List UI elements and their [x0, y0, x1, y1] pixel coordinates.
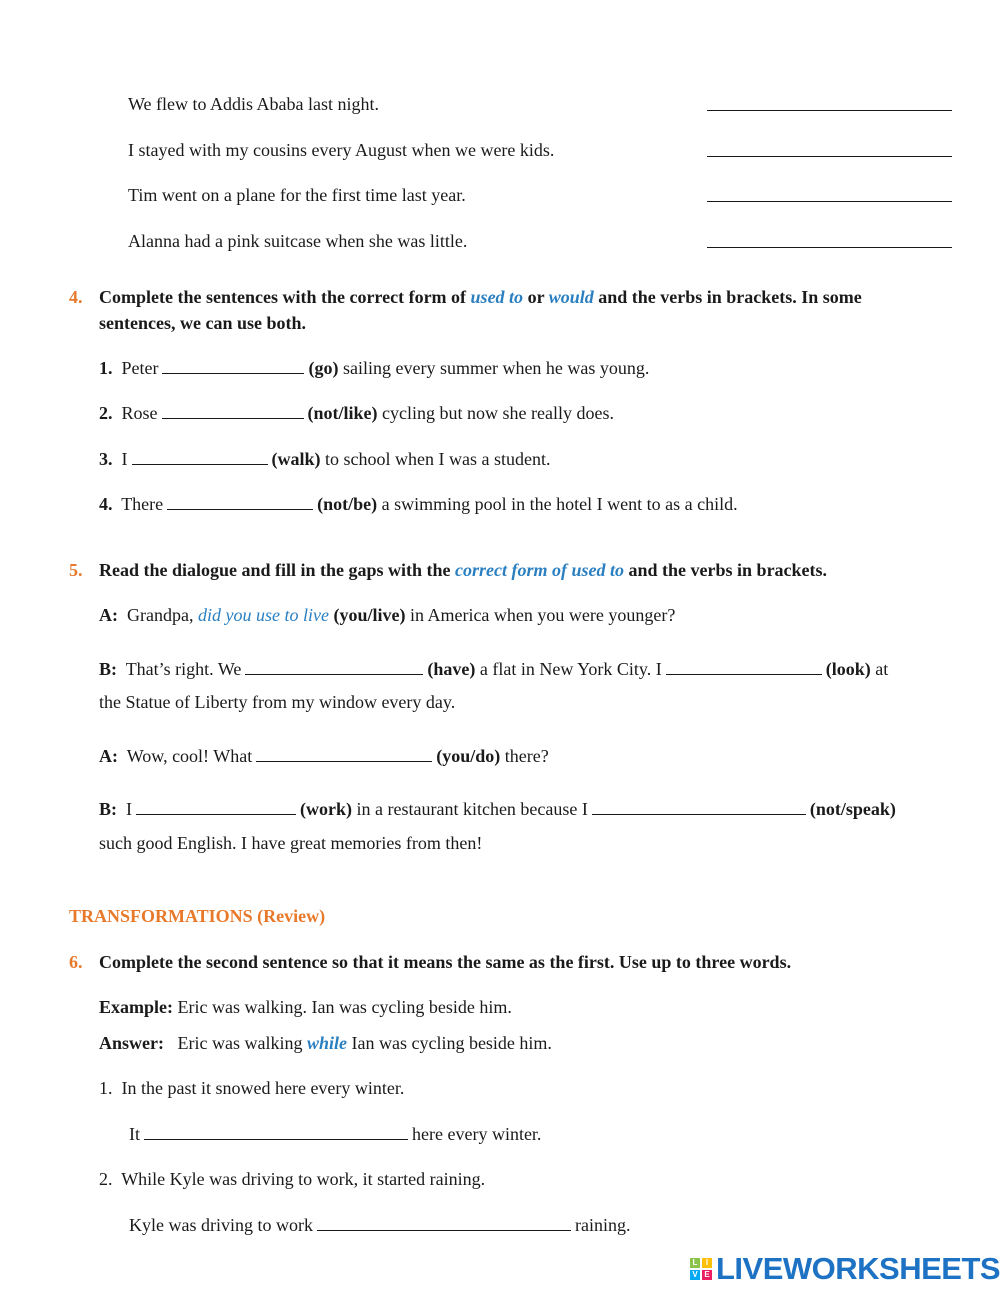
ex4-gap-2[interactable]	[162, 402, 304, 419]
ex6-gap-1[interactable]	[144, 1123, 408, 1140]
answer-line: Answer: Eric was walking while Ian was cycling beside him.	[99, 1033, 552, 1053]
would-highlight: would	[548, 287, 594, 307]
logo-cell-v: V	[690, 1270, 700, 1280]
dialogue-b2-cont: such good English. I have great memories from then!	[99, 833, 483, 853]
exercise-6-instruction: Complete the second sentence so that it means the same as the first. Use up to three words.	[99, 952, 792, 972]
ex4-item-1: 1. Peter (go) sailing every summer when he was young.	[99, 358, 650, 378]
logo-cell-i: I	[702, 1258, 712, 1268]
used-to-form-highlight: correct form of used to	[455, 560, 625, 580]
answer-line-3[interactable]	[707, 201, 952, 202]
ex5-gap-speak[interactable]	[592, 798, 806, 815]
exercise-4-instruction-cont: sentences, we can use both.	[99, 313, 306, 333]
top-item-4: Alanna had a pink suitcase when she was little.	[128, 231, 468, 251]
dialogue-a2: A: Wow, cool! What (you/do) there?	[99, 746, 549, 766]
answer-line-2[interactable]	[707, 156, 952, 157]
used-to-highlight: used to	[470, 287, 524, 307]
top-item-2: I stayed with my cousins every August when we were kids.	[128, 140, 555, 160]
liveworksheets-logo	[690, 1253, 1000, 1285]
dialogue-example-answer: did you use to live	[197, 605, 329, 625]
logo-grid-icon	[690, 1258, 712, 1280]
ex6-item-2: 2. While Kyle was driving to work, it started raining.	[99, 1169, 486, 1189]
answer-highlight: while	[306, 1033, 347, 1053]
ex4-gap-3[interactable]	[132, 448, 268, 465]
answer-line-1[interactable]	[707, 110, 952, 111]
logo-text: LIVEWORKSHEETS	[716, 1251, 1000, 1286]
logo-cell-l: L	[690, 1258, 700, 1268]
exercise-6-number: 6.	[69, 952, 83, 972]
ex4-gap-1[interactable]	[162, 357, 304, 374]
ex6-item-2-rewrite: Kyle was driving to work raining.	[129, 1215, 631, 1235]
answer-line-4[interactable]	[707, 247, 952, 248]
ex5-gap-have[interactable]	[245, 658, 423, 675]
exercise-5-number: 5.	[69, 560, 83, 580]
top-item-1: We flew to Addis Ababa last night.	[128, 94, 380, 114]
ex6-item-1-rewrite: It here every winter.	[129, 1124, 542, 1144]
example-line: Example: Eric was walking. Ian was cycling beside him.	[99, 997, 512, 1017]
ex6-gap-2[interactable]	[317, 1214, 571, 1231]
ex4-item-3: 3. I (walk) to school when I was a student.	[99, 449, 551, 469]
ex5-gap-do[interactable]	[256, 745, 432, 762]
dialogue-b1-cont: the Statue of Liberty from my window every day.	[99, 692, 456, 712]
exercise-5-instruction: Read the dialogue and fill in the gaps with the correct form of used to and the verbs in brackets.	[99, 560, 828, 580]
section-heading: TRANSFORMATIONS (Review)	[69, 906, 326, 926]
top-item-3: Tim went on a plane for the first time last year.	[128, 185, 466, 205]
dialogue-b2: B: I (work) in a restaurant kitchen because I (not/speak)	[99, 799, 896, 819]
ex5-gap-look[interactable]	[666, 658, 822, 675]
logo-cell-e: E	[702, 1270, 712, 1280]
ex4-item-4: 4. There (not/be) a swimming pool in the hotel I went to as a child.	[99, 494, 738, 514]
ex6-item-1: 1. In the past it snowed here every winter.	[99, 1078, 405, 1098]
dialogue-a1: A: Grandpa, did you use to live (you/live) in America when you were younger?	[99, 605, 676, 625]
exercise-4-instruction: Complete the sentences with the correct form of used to or would and the verbs in brackets. In some	[99, 287, 862, 307]
ex5-gap-work[interactable]	[136, 798, 296, 815]
ex4-gap-4[interactable]	[167, 493, 313, 510]
exercise-4-number: 4.	[69, 287, 83, 307]
ex4-item-2: 2. Rose (not/like) cycling but now she really does.	[99, 403, 614, 423]
dialogue-b1: B: That’s right. We (have) a flat in New York City. I (look) at	[99, 659, 889, 679]
